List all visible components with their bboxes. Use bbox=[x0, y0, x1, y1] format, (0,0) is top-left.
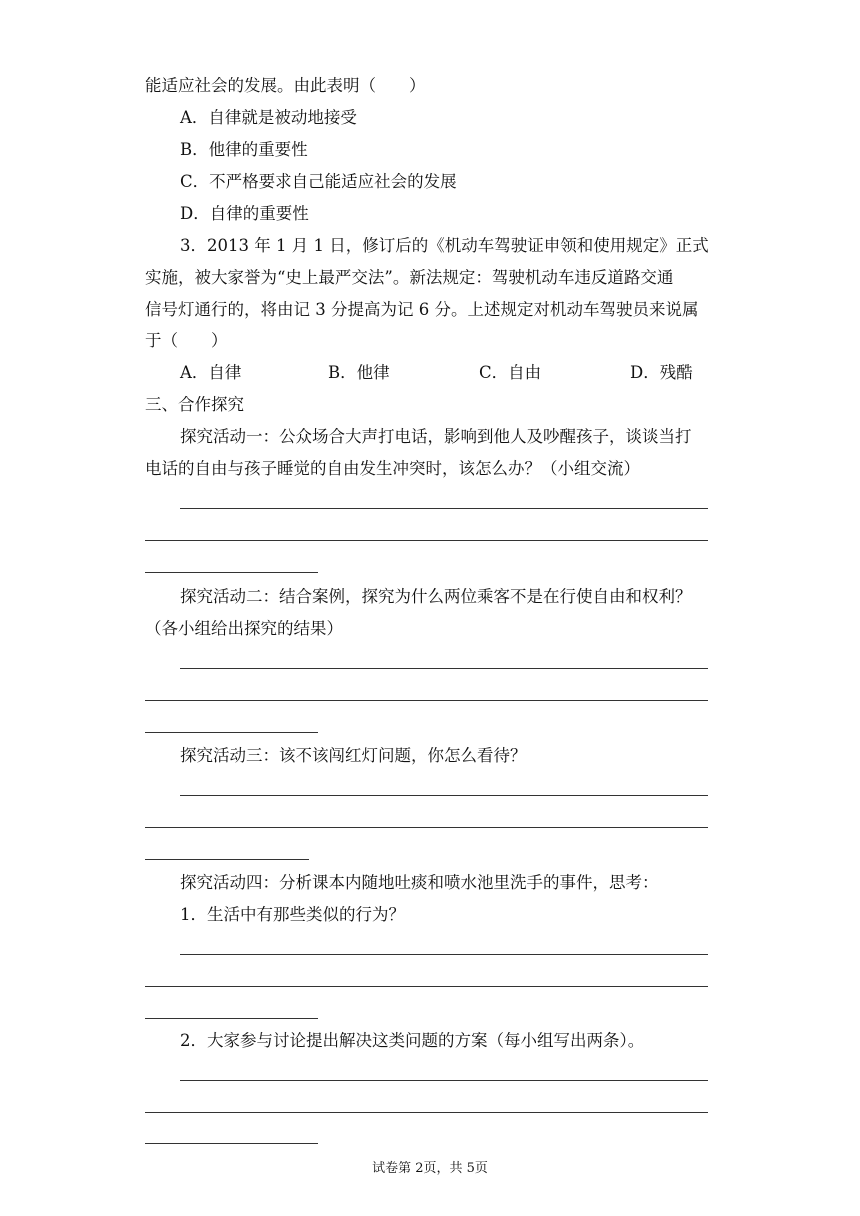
q3-option-b: B．他律 bbox=[328, 363, 390, 382]
q2-stem-tail: 能适应社会的发展。由此表明（ ） bbox=[145, 76, 426, 95]
page-footer: 试卷第 2页，共 5页 bbox=[372, 1161, 488, 1176]
answer-line[interactable] bbox=[180, 1080, 708, 1081]
activity-1-line-2: 电话的自由与孩子睡觉的自由发生冲突时，该怎么办？（小组交流） bbox=[145, 459, 640, 478]
activity-3: 探究活动三：该不该闯红灯问题，你怎么看待？ bbox=[180, 746, 527, 765]
activity-4: 探究活动四：分析课本内随地吐痰和喷水池里洗手的事件，思考： bbox=[180, 873, 659, 892]
q3-option-d: D．残酷 bbox=[630, 363, 693, 382]
answer-line[interactable] bbox=[145, 700, 708, 701]
q2-option-b: B．他律的重要性 bbox=[180, 140, 308, 159]
activity-4-question-1: 1．生活中有那些类似的行为？ bbox=[180, 905, 405, 924]
q3-stem-line-1: 3．2013 年 1 月 1 日，修订后的《机动车驾驶证申领和使用规定》正式 bbox=[180, 236, 709, 255]
q3-option-a: A．自律 bbox=[180, 363, 242, 382]
answer-line[interactable] bbox=[145, 572, 318, 573]
answer-line[interactable] bbox=[180, 668, 708, 669]
q3-stem-line-3: 信号灯通行的，将由记 3 分提高为记 6 分。上述规定对机动车驾驶员来说属 bbox=[145, 300, 699, 319]
section-heading: 三、合作探究 bbox=[145, 395, 244, 414]
answer-line[interactable] bbox=[145, 1112, 708, 1113]
answer-line[interactable] bbox=[145, 986, 708, 987]
answer-line[interactable] bbox=[180, 508, 708, 509]
answer-line[interactable] bbox=[145, 1143, 318, 1144]
activity-4-question-2: 2．大家参与讨论提出解决这类问题的方案（每小组写出两条）。 bbox=[180, 1031, 645, 1050]
answer-line[interactable] bbox=[180, 795, 708, 796]
q3-stem-line-2: 实施，被大家誉为“史上最严交法”。新法规定：驾驶机动车违反道路交通 bbox=[145, 268, 674, 287]
activity-2-line-1: 探究活动二：结合案例，探究为什么两位乘客不是在行使自由和权利？ bbox=[180, 587, 692, 606]
q2-option-a: A．自律就是被动地接受 bbox=[180, 108, 357, 127]
answer-line[interactable] bbox=[145, 859, 309, 860]
activity-2-line-2: （各小组给出探究的结果） bbox=[145, 619, 343, 638]
answer-line[interactable] bbox=[145, 827, 708, 828]
q2-option-d: D．自律的重要性 bbox=[180, 204, 309, 223]
q3-stem-line-4: 于（ ） bbox=[145, 331, 228, 350]
activity-1-line-1: 探究活动一：公众场合大声打电话，影响到他人及吵醒孩子，谈谈当打 bbox=[180, 427, 692, 446]
q3-option-c: C．自由 bbox=[479, 363, 542, 382]
answer-line[interactable] bbox=[180, 954, 708, 955]
q2-option-c: C．不严格要求自己能适应社会的发展 bbox=[180, 172, 457, 191]
answer-line[interactable] bbox=[145, 540, 708, 541]
answer-line[interactable] bbox=[145, 1018, 318, 1019]
answer-line[interactable] bbox=[145, 732, 318, 733]
